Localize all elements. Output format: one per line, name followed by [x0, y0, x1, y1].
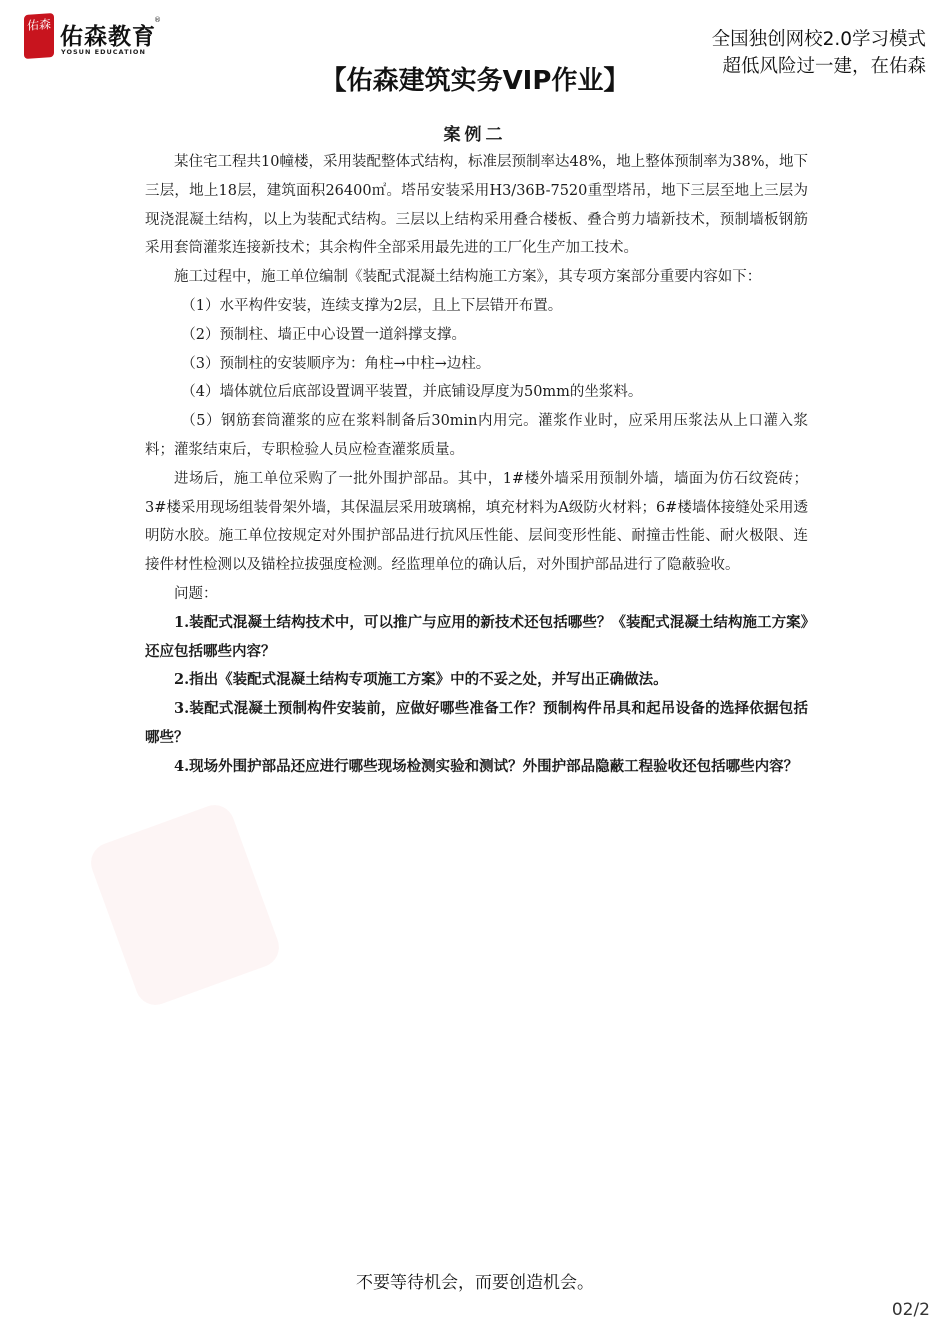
case-paragraph-2: 施工过程中，施工单位编制《装配式混凝土结构施工方案》，其专项方案部分重要内容如下： — [174, 269, 762, 286]
footer-quote: 不要等待机会，而要创造机会。 — [356, 1273, 594, 1293]
plan-item-1: （1）水平构件安装，连续支撑为2层，且上下层错开布置。 — [181, 297, 563, 314]
document-title: 【佑森建筑实务VIP作业】 — [320, 66, 630, 96]
logo-name: 佑森教育 — [60, 24, 156, 50]
page-number: 02/2 — [891, 1300, 930, 1320]
question-4: 4.现场外围护部品还应进行哪些现场检测实验和测试？外围护部品隐蔽工程验收还包括哪些内容？ — [174, 757, 799, 775]
case-paragraph-1: 某住宅工程共10幢楼，采用装配整体式结构，标准层预制率达48%，地上整体预制率为38%，地下三层，地上18层，建筑面积26400㎡。塔吊安装采用H3/36B-7520重型塔吊，地下三层至地上三层为现浇混凝土结构，以上为装配式结构。三层以上结构采用叠合楼板、叠合剪力墙新技术，预制墙板钢筋采用套筒灌浆连接新技术；其余构件全部采用最先进的工厂化生产加工技术。 — [145, 154, 808, 257]
brand-logo — [24, 14, 164, 62]
case-paragraph-3: 进场后，施工单位采购了一批外围护部品。其中，1#楼外墙采用预制外墙，墙面为仿石纹瓷砖；3#楼采用现场组装骨架外墙，其保温层采用玻璃棉，填充材料为A级防火材料；6#楼墙体接缝处采用透明防水胶。施工单位按规定对外围护部品进行抗风压性能、层间变形性能、耐撞击性能、耐火极限、连接件材性检测以及锚栓拉拔强度检测。经监理单位的确认后，对外围护部品进行了隐蔽验收。 — [145, 470, 808, 574]
questions-label: 问题： — [174, 585, 218, 602]
case-content — [145, 148, 808, 782]
watermark-seal — [85, 799, 284, 1010]
plan-item-3: （3）预制柱的安装顺序为：角柱→中柱→边柱。 — [181, 355, 491, 372]
plan-item-5: （5）钢筋套筒灌浆的应在浆料制备后30min内用完。灌浆作业时，应采用压浆法从上口灌入浆料；灌浆结束后，专职检验人员应检查灌浆质量。 — [145, 413, 808, 458]
question-1: 1.装配式混凝土结构技术中，可以推广与应用的新技术还包括哪些？《装配式混凝土结构施工方案》还应包括哪些内容？ — [145, 613, 808, 660]
logo-seal-icon: 佑森 — [24, 13, 54, 59]
slogan-line-2: 超低风险过一建，在佑森 — [722, 56, 926, 77]
logo-english-name: YOSUN EDUCATION — [61, 48, 146, 56]
case-title: 案例二 — [443, 125, 507, 145]
question-2: 2.指出《装配式混凝土结构专项施工方案》中的不妥之处，并写出正确做法。 — [174, 671, 668, 689]
logo-registered-mark: ® — [154, 16, 161, 24]
plan-item-2: （2）预制柱、墙正中心设置一道斜撑支撑。 — [181, 326, 466, 343]
question-3: 3.装配式混凝土预制构件安装前，应做好哪些准备工作？预制构件吊具和起吊设备的选择依据包括哪些？ — [145, 700, 808, 746]
plan-item-4: （4）墙体就位后底部设置调平装置，并底铺设厚度为50mm的坐浆料。 — [181, 384, 643, 401]
slogan-line-1: 全国独创网校2.0学习模式 — [711, 29, 926, 50]
